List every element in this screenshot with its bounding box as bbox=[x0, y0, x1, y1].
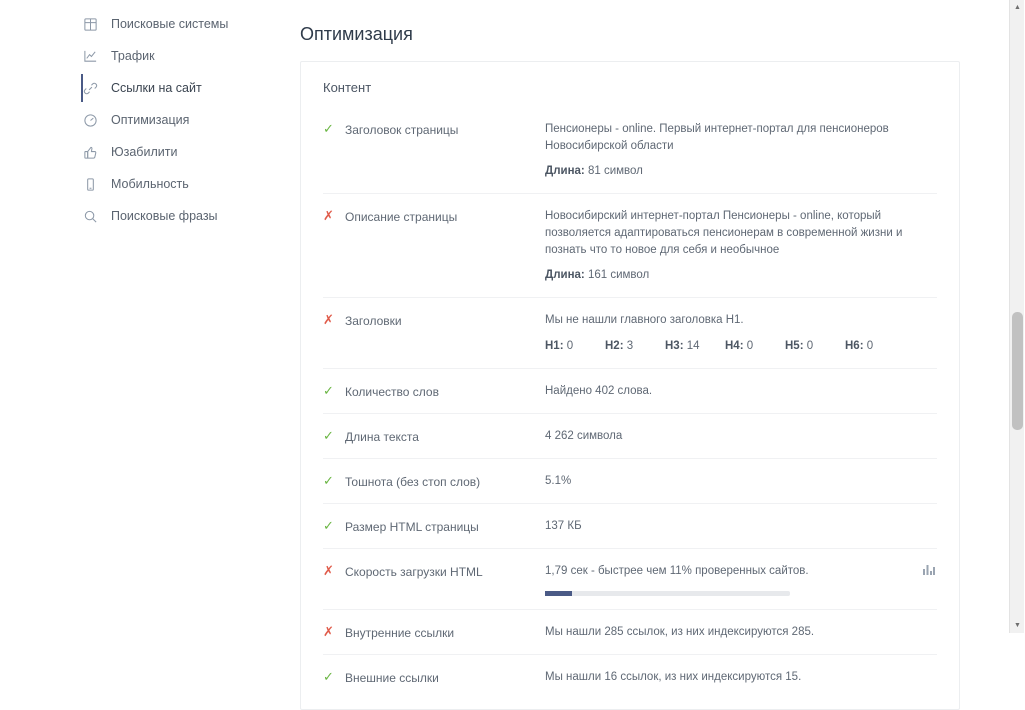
table-row bbox=[323, 194, 937, 298]
status-badge: ✓ bbox=[323, 669, 334, 684]
row-length-label: Длина: bbox=[545, 269, 585, 281]
heading-count-h4: H4: 0 bbox=[725, 340, 754, 352]
speedometer-icon bbox=[82, 112, 99, 129]
mobile-icon bbox=[82, 176, 99, 193]
row-label: Размер HTML страницы bbox=[345, 520, 479, 534]
row-value: Найдено 402 слова. bbox=[545, 385, 653, 397]
status-badge: ✗ bbox=[323, 624, 334, 639]
table-row bbox=[323, 369, 937, 414]
heading-count-h3: H3: 14 bbox=[665, 340, 700, 352]
row-label: Заголовки bbox=[345, 314, 402, 328]
sidebar-item-search-phrases[interactable] bbox=[0, 200, 272, 232]
row-label: Длина текста bbox=[345, 430, 419, 444]
sidebar-item-traffic[interactable] bbox=[0, 40, 272, 72]
status-badge: ✓ bbox=[323, 383, 334, 398]
headings-counts bbox=[545, 338, 937, 355]
row-label: Внутренние ссылки bbox=[345, 626, 455, 640]
row-length-label: Длина: bbox=[545, 165, 585, 177]
sidebar-item-optimization[interactable] bbox=[0, 104, 272, 136]
sidebar bbox=[0, 0, 272, 633]
sidebar-item-search-engines[interactable] bbox=[0, 8, 272, 40]
sidebar-item-label: Оптимизация bbox=[111, 113, 190, 127]
sidebar-item-label: Юзабилити bbox=[111, 145, 178, 159]
row-value: Мы нашли 16 ссылок, из них индексируются 15. bbox=[545, 671, 802, 683]
table-row bbox=[323, 504, 937, 549]
table-row bbox=[323, 414, 937, 459]
row-value: 137 КБ bbox=[545, 520, 582, 532]
status-badge: ✓ bbox=[323, 518, 334, 533]
load-speed-progress-fill bbox=[545, 591, 572, 596]
sidebar-item-mobility[interactable] bbox=[0, 168, 272, 200]
content-card bbox=[300, 61, 960, 710]
heading-count-h5: H5: 0 bbox=[785, 340, 814, 352]
chart-line-icon bbox=[82, 48, 99, 65]
sidebar-item-usability[interactable] bbox=[0, 136, 272, 168]
status-badge: ✓ bbox=[323, 473, 334, 488]
sidebar-nav-list bbox=[0, 8, 272, 232]
row-label: Внешние ссылки bbox=[345, 671, 439, 685]
bar-chart-icon[interactable] bbox=[923, 563, 935, 581]
row-value bbox=[545, 563, 937, 596]
row-label: Скорость загрузки HTML bbox=[345, 565, 483, 579]
page-title: Оптимизация bbox=[300, 24, 413, 44]
status-badge: ✓ bbox=[323, 428, 334, 443]
status-badge: ✗ bbox=[323, 563, 334, 578]
main-content bbox=[272, 0, 1024, 685]
scrollbar-thumb[interactable] bbox=[1012, 312, 1023, 430]
table-row bbox=[323, 298, 937, 369]
table-row bbox=[323, 549, 937, 610]
thumbs-up-icon bbox=[82, 144, 99, 161]
card-title: Контент bbox=[323, 80, 372, 95]
table-row bbox=[323, 610, 937, 655]
checks-list bbox=[301, 107, 959, 709]
table-row bbox=[323, 107, 937, 194]
sidebar-item-label: Поисковые фразы bbox=[111, 209, 218, 223]
row-length bbox=[545, 267, 937, 284]
page-scrollbar[interactable] bbox=[1009, 0, 1024, 633]
row-value: 4 262 символа bbox=[545, 430, 623, 442]
heading-count-h2: H2: 3 bbox=[605, 340, 634, 352]
row-value-text: Мы не нашли главного заголовка H1. bbox=[545, 314, 744, 326]
row-label: Описание страницы bbox=[345, 210, 458, 224]
status-badge: ✗ bbox=[323, 312, 334, 327]
row-value-text: 1,79 сек - быстрее чем 11% проверенных сайтов. bbox=[545, 565, 809, 577]
sidebar-item-label: Поисковые системы bbox=[111, 17, 229, 31]
load-speed-progress bbox=[545, 591, 790, 596]
row-length-value: 81 символ bbox=[587, 165, 643, 177]
row-label: Тошнота (без стоп слов) bbox=[345, 475, 481, 489]
row-value: Мы нашли 285 ссылок, из них индексируются 285. bbox=[545, 626, 815, 638]
status-badge: ✗ bbox=[323, 208, 334, 223]
heading-count-h6: H6: 0 bbox=[845, 340, 874, 352]
table-row bbox=[323, 655, 937, 699]
link-icon bbox=[82, 80, 99, 97]
row-label: Количество слов bbox=[345, 385, 439, 399]
grid-icon bbox=[82, 16, 99, 33]
heading-count-h1: H1: 0 bbox=[545, 340, 574, 352]
scroll-up-arrow-icon[interactable]: ▲ bbox=[1014, 4, 1021, 11]
table-row bbox=[323, 459, 937, 504]
scroll-down-arrow-icon[interactable]: ▼ bbox=[1014, 622, 1021, 629]
row-label: Заголовок страницы bbox=[345, 123, 459, 137]
search-icon bbox=[82, 208, 99, 225]
sidebar-item-label: Трафик bbox=[111, 49, 155, 63]
status-badge: ✓ bbox=[323, 121, 334, 136]
row-value bbox=[545, 208, 937, 284]
row-value: 5.1% bbox=[545, 475, 572, 487]
sidebar-item-links[interactable] bbox=[0, 72, 272, 104]
row-value bbox=[545, 312, 937, 355]
sidebar-item-label: Ссылки на сайт bbox=[111, 81, 202, 95]
row-value bbox=[545, 121, 937, 180]
row-value-text: Пенсионеры - online. Первый интернет-портал для пенсионеров Новосибирской области bbox=[545, 123, 889, 152]
sidebar-item-label: Мобильность bbox=[111, 177, 189, 191]
row-length bbox=[545, 163, 937, 180]
row-length-value: 161 символ bbox=[587, 269, 650, 281]
row-value-text: Новосибирский интернет-портал Пенсионеры - online, который позволяется адаптироваться пенсионерам в современной жизни и познать что то новое для себя и необычное bbox=[545, 210, 903, 256]
